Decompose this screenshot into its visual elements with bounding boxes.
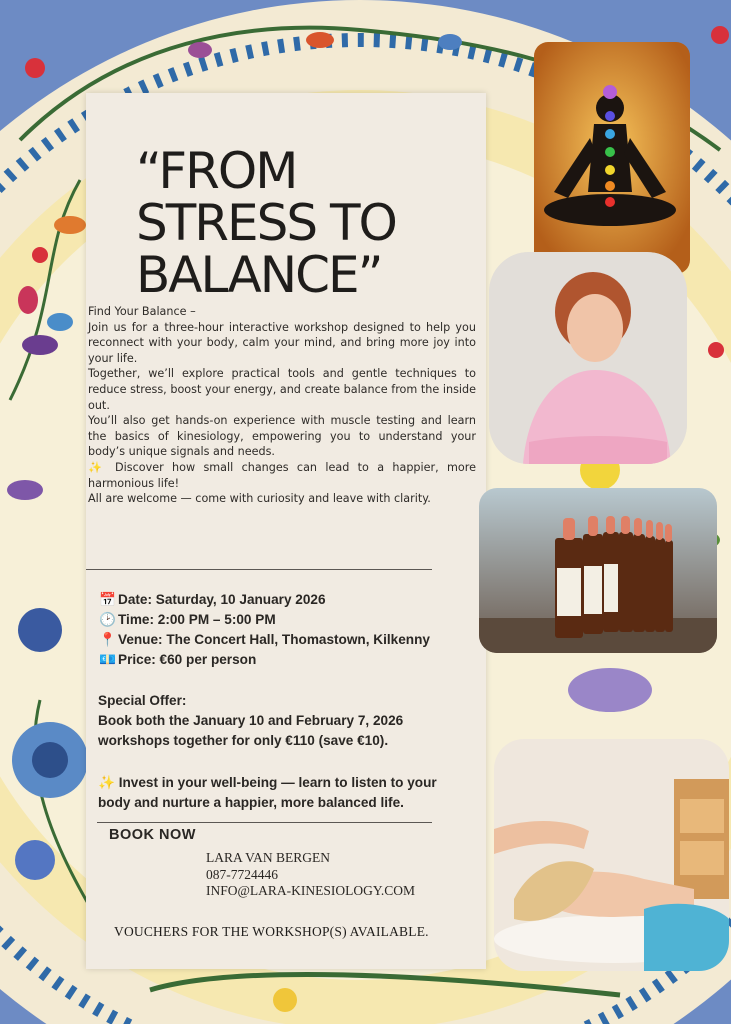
- intro-text: [88, 304, 476, 507]
- vouchers-note: VOUCHERS FOR THE WORKSHOP(S) AVAILABLE.: [114, 924, 429, 939]
- divider: [97, 822, 432, 823]
- event-date: 📅 Date: Saturday, 10 January 2026: [99, 590, 479, 610]
- offer-line: Book both the January 10 and February 7, 2026: [98, 713, 404, 728]
- remedy-bottles-image: [479, 488, 717, 653]
- clock-icon: 🕑: [99, 612, 116, 627]
- calendar-icon: 📅: [99, 592, 116, 607]
- chakra-meditation-image: [534, 42, 690, 274]
- page-title: [136, 142, 476, 304]
- book-now-heading: BOOK NOW: [109, 827, 196, 843]
- intro-paragraph: All are welcome — come with curiosity and leave with clarity.: [88, 492, 431, 506]
- special-offer: [98, 691, 478, 751]
- pin-icon: 📍: [99, 632, 116, 647]
- intro-paragraph: You’ll also get hands-on experience with muscle testing and learn the basics of kinesiology, empowering you to understand your body’s unique signals and needs.: [88, 414, 476, 459]
- sparkles-icon: ✨: [88, 460, 107, 474]
- offer-heading: Special Offer:: [98, 693, 187, 708]
- title-line-1: “FROM: [136, 142, 297, 200]
- offer-line: workshops together for only €110 (save €10).: [98, 733, 389, 748]
- title-line-3: BALANCE”: [136, 246, 382, 304]
- event-venue: 📍 Venue: The Concert Hall, Thomastown, Kilkenny: [99, 630, 479, 650]
- contact-email[interactable]: INFO@LARA-KINESIOLOGY.COM: [206, 883, 416, 898]
- divider: [86, 569, 432, 570]
- event-price: 💶 Price: €60 per person: [99, 650, 479, 670]
- contact-phone[interactable]: 087-7724446: [206, 866, 278, 882]
- kinesiology-session-image: [494, 739, 729, 971]
- invest-message: ✨ Invest in your well-being — learn to listen to your body and nurture a happier, more balanced life.: [98, 775, 437, 810]
- contact-name: LARA VAN BERGEN: [206, 850, 331, 865]
- event-details: [99, 590, 479, 670]
- intro-heading: Find Your Balance –: [88, 305, 196, 318]
- sparkles-icon: ✨: [98, 775, 115, 790]
- intro-paragraph: ✨ Discover how small changes can lead to a happier, more harmonious life!: [88, 460, 476, 490]
- title-line-2: STRESS TO: [136, 194, 396, 252]
- contact-info: [206, 850, 415, 900]
- money-icon: 💶: [99, 652, 116, 667]
- event-time: 🕑 Time: 2:00 PM – 5:00 PM: [99, 610, 479, 630]
- intro-paragraph: Together, we’ll explore practical tools and gentle techniques to reduce stress, boost your energy, and create balance from the inside out.: [88, 367, 476, 412]
- facilitator-portrait: [489, 252, 687, 464]
- intro-paragraph: Join us for a three-hour interactive workshop designed to help you reconnect with your body, calm your mind, and bring more joy into your life.: [88, 320, 476, 365]
